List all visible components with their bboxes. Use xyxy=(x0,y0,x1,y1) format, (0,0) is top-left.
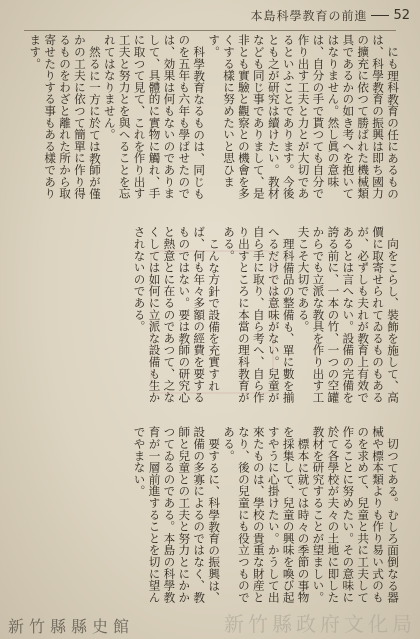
header-divider xyxy=(24,30,396,31)
archive-stamp-right: 新竹縣政府文化局 xyxy=(224,612,416,636)
page-number: 52 xyxy=(393,7,410,23)
paragraph: こんな方針で設備を充實すれば、何も年々多額の經費を要するものではない。要は教師の研究心と熱意とに在るのであつて、之なくしては如何に立派な設備も生かされないのである。 xyxy=(132,226,222,403)
paragraph: 切つてある。むしろ面倒なる器械や標本類よりも作り易い式のものを求めて、兒童と共に工夫して作ることに努めたい。その意味に於て各學校が夫々の土地に即した教材を研究することが望ましい。 xyxy=(311,426,400,603)
paragraph: 標本に就ては時々の季節の事物を採集して、兒童の興味を喚び起すやうに心掛けたい。かうして出來たものは、學校の貴重な財産となり、後の兒童にも役立つものである。 xyxy=(222,426,311,603)
paragraph: 要するに、科學教育の振興は、設備の多寡によるのではなく、教師と兒童との工夫と努力とにかかつてゐるのである。本島の科學教育が一層前進することを切に望んでやまない。 xyxy=(132,426,222,603)
running-title: 本島科學教育の前進 xyxy=(250,8,368,23)
text-tier-2 xyxy=(28,226,400,412)
paragraph: 向をこらし、裝飾を施して、高價に取寄せられてゐるものもあるが、必ずしも夫れが教育上有效であるとは言へない。設備の完備を誇る前に、一本の竹、一つの空罐からでも立派な教具を作り出す工夫こそ大切である。 xyxy=(296,226,400,403)
paragraph: 然るに一方に於ては教師が僅かの工夫に依つて簡單に作り得るものをわざと離れた所から取寄せたりする事もある樣であります。 xyxy=(28,34,102,200)
text-tier-3 xyxy=(28,426,400,606)
header-rule xyxy=(371,15,389,16)
paragraph: 科學教育なるものは、同じものを五年も六年も學ばせたのでは、効果は何もないのでありまして、具體的に實物に觸れ、手に取つて見て、これを作り出す工夫と努力とを與へることを忘れてはなりません。 xyxy=(102,34,207,200)
text-tier-1 xyxy=(28,34,400,210)
paragraph: にも理科教育の任にあるものは、科學教育の振興は即ち國力の擴充に依つて勝ばれた機械類具であるかの如き考へを抱いてはなりません。然し眞の意味は、自分の手で貰つても自分で作り出す工夫と力とが大切であるといふことであります。今後とも之が研究は續けたい。教材なども同じ事でありまして、是非とも實驗と觀察との機會を多くする樣に努めたいと思ひます。 xyxy=(207,34,400,200)
paragraph: 理科備品の整備も、單に數を揃へるだけでは意味がない。兒童が自ら手に取り、自ら考へ、自ら作り出すところに本當の理科教育がある。 xyxy=(222,226,296,403)
archive-stamp-left: 新竹縣縣史館 xyxy=(8,617,135,636)
page-header xyxy=(250,2,410,28)
